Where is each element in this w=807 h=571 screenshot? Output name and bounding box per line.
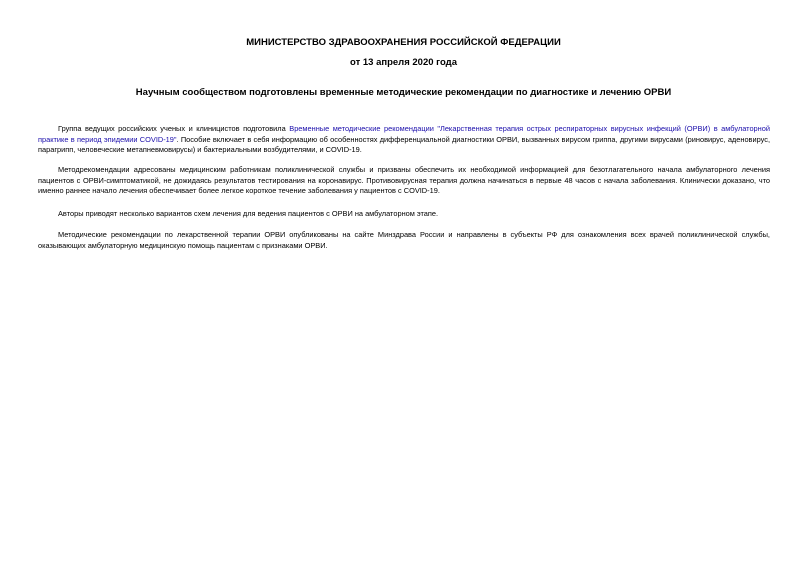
paragraph-intro	[38, 124, 770, 156]
guidelines-link[interactable]: Временные методические рекомендации "Лекарственная терапия острых респираторных вирусных инфекций (ОРВИ) в амбулаторной практике в период эпидемии COVID-19"	[38, 124, 770, 144]
paragraph-intro-after: . Пособие включает в себя информацию об особенностях дифференциальной диагностики ОРВИ, вызванных вирусом гриппа, другими вирусами (риновирус, аденовирус, парагрипп, человеческие метапневмовирусы) и бактериальными возбудителями, и COVID-19.	[38, 134, 770, 154]
paragraph-intro-before: Группа ведущих российских ученых и клиницистов подготовила	[58, 124, 290, 133]
document-title: Научным сообществом подготовлены временные методические рекомендации по диагностике и лечению ОРВИ	[135, 87, 672, 98]
document-date: от 13 апреля 2020 года	[350, 57, 457, 68]
paragraph-audience: Методрекомендации адресованы медицинским работникам поликлинической службы и призваны обеспечить их необходимой информацией для безотлагательного начала амбулаторного лечения пациентов с ОРВИ-симптоматикой, не дожидаясь результатов тестирования на коронавирус. Противовирусная терапия должна начинаться в первые 48 часов с начала заболевания. Клинически доказано, что именно раннее начало лечения обеспечивает более легкое короткое течение заболевания у пациентов с COVID-19.	[38, 165, 770, 195]
paragraph-treatment-schemes: Авторы приводят несколько вариантов схем лечения для ведения пациентов с ОРВИ на амбулаторном этапе.	[58, 209, 439, 218]
paragraph-publication: Методические рекомендации по лекарственной терапии ОРВИ опубликованы на сайте Минздрава России и направлены в субъекты РФ для ознакомления всех врачей поликлинической службы, оказывающих амбулаторную медицинскую помощь пациентам с признаками ОРВИ.	[38, 230, 770, 250]
ministry-heading: МИНИСТЕРСТВО ЗДРАВООХРАНЕНИЯ РОССИЙСКОЙ ФЕДЕРАЦИИ	[246, 37, 561, 48]
